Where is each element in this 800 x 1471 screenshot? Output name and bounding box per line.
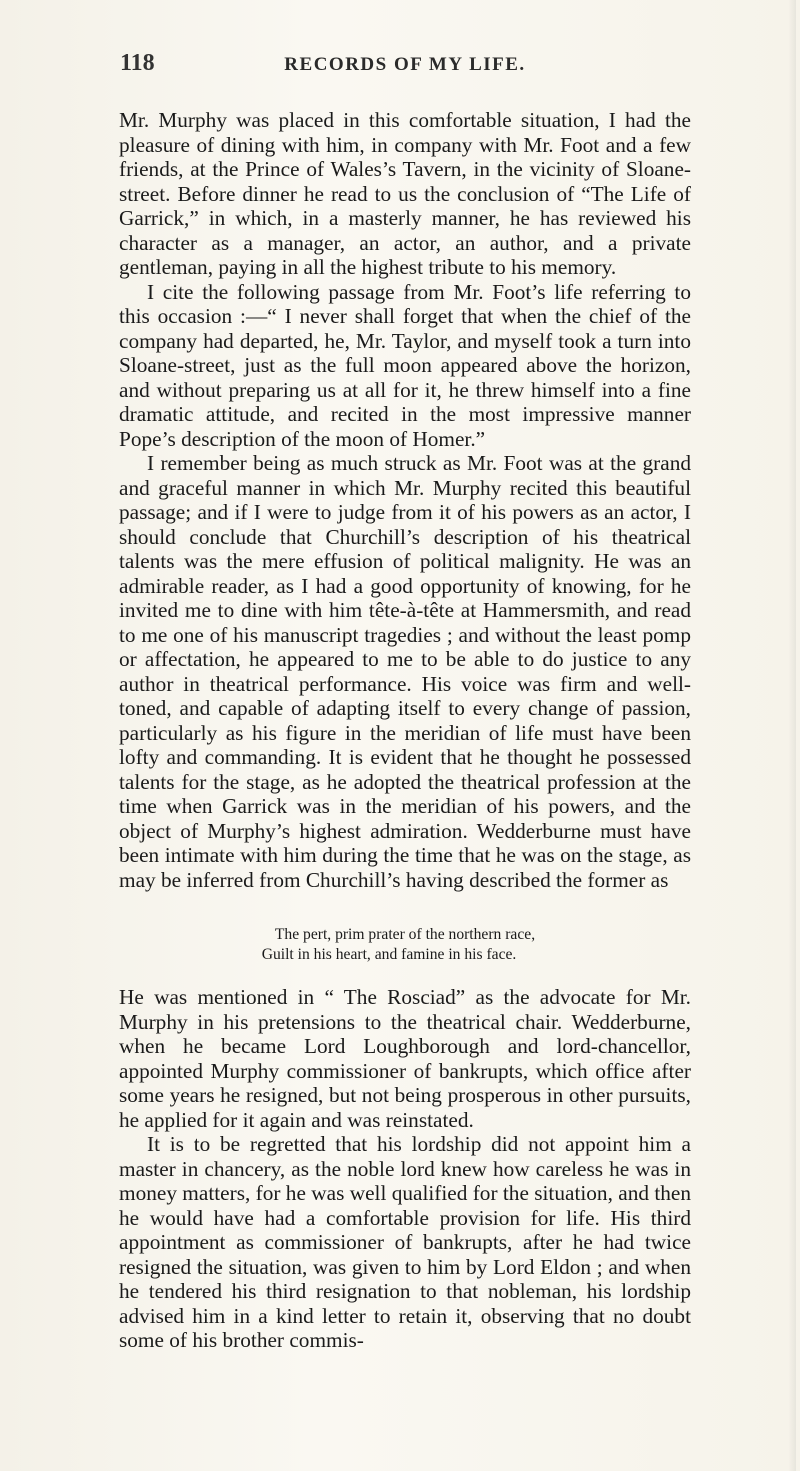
running-title: RECORDS OF MY LIFE. xyxy=(284,54,526,75)
body-text xyxy=(119,108,691,1353)
page-edge-shadow xyxy=(788,0,796,1471)
paragraph-3: I remember being as much struck as Mr. Foot was at the grand and graceful manner in which Mr. Murphy recited this beautiful passage; and if I were to judge from it of his powers as an actor, I should conclude that Churchill’s description of his theatrical talents was the mere effusion of political malignity. He was an admirable reader, as I had a good opportunity of knowing, for he invited me to dine with him tête-à-tête at Hammersmith, and read to me one of his manuscript tragedies ; and without the least pomp or affectation, he appeared to me to be able to do justice to any author in theatrical performance. His voice was firm and well-toned, and capable of adapting itself to every change of passion, particularly as his figure in the meridian of life must have been lofty and commanding. It is evident that he thought he possessed talents for the stage, as he adopted the theatrical profession at the time when Garrick was in the meridian of his powers, and the object of Murphy’s highest admiration. Wedderburne must have been intimate with him during the time that he was on the stage, as may be inferred from Churchill’s having described the former as xyxy=(119,451,691,892)
paragraph-1: Mr. Murphy was placed in this comfortable situation, I had the pleasure of dining with him, in company with Mr. Foot and a few friends, at the Prince of Wales’s Tavern, in the vicinity of Sloane-street. Before dinner he read to us the conclusion of “The Life of Garrick,” in which, in a masterly manner, he has reviewed his character as a manager, an actor, an author, and a private gentleman, paying in all the highest tribute to his memory. xyxy=(119,108,691,279)
page-number: 118 xyxy=(120,50,155,76)
verse-quotation xyxy=(119,925,691,965)
paragraph-4: He was mentioned in “ The Rosciad” as the advocate for Mr. Murphy in his pretensions to the theatrical chair. Wedderburne, when he became Lord Loughborough and lord-chancellor, appointed Murphy commissioner of bankrupts, which office after some years he resigned, but not being prosperous in other pursuits, he applied for it again and was reinstated. xyxy=(119,985,691,1132)
verse-line-2: Guilt in his heart, and famine in his face. xyxy=(261,946,517,963)
paragraph-2: I cite the following passage from Mr. Foot’s life referring to this occasion :—“ I never shall forget that when the chief of the company had departed, he, Mr. Taylor, and myself took a turn into Sloane-street, just as the full moon appeared above the horizon, and without preparing us at all for it, he threw himself into a fine dramatic attitude, and recited in the most impressive manner Pope’s description of the moon of Homer.” xyxy=(119,279,691,451)
verse-line-1: The pert, prim prater of the northern race, xyxy=(274,926,536,943)
paragraph-5: It is to be regretted that his lordship did not appoint him a master in chancery, as the noble lord knew how careless he was in money matters, for he was well qualified for the situation, and then he would have had a comfortable provision for life. His third appointment as commissioner of bankrupts, after he had twice resigned the situation, was given to him by Lord Eldon ; and when he tendered his third resignation to that nobleman, his lordship advised him in a kind letter to retain it, observing that no doubt some of his brother commis- xyxy=(119,1132,691,1352)
page-header xyxy=(120,50,690,90)
